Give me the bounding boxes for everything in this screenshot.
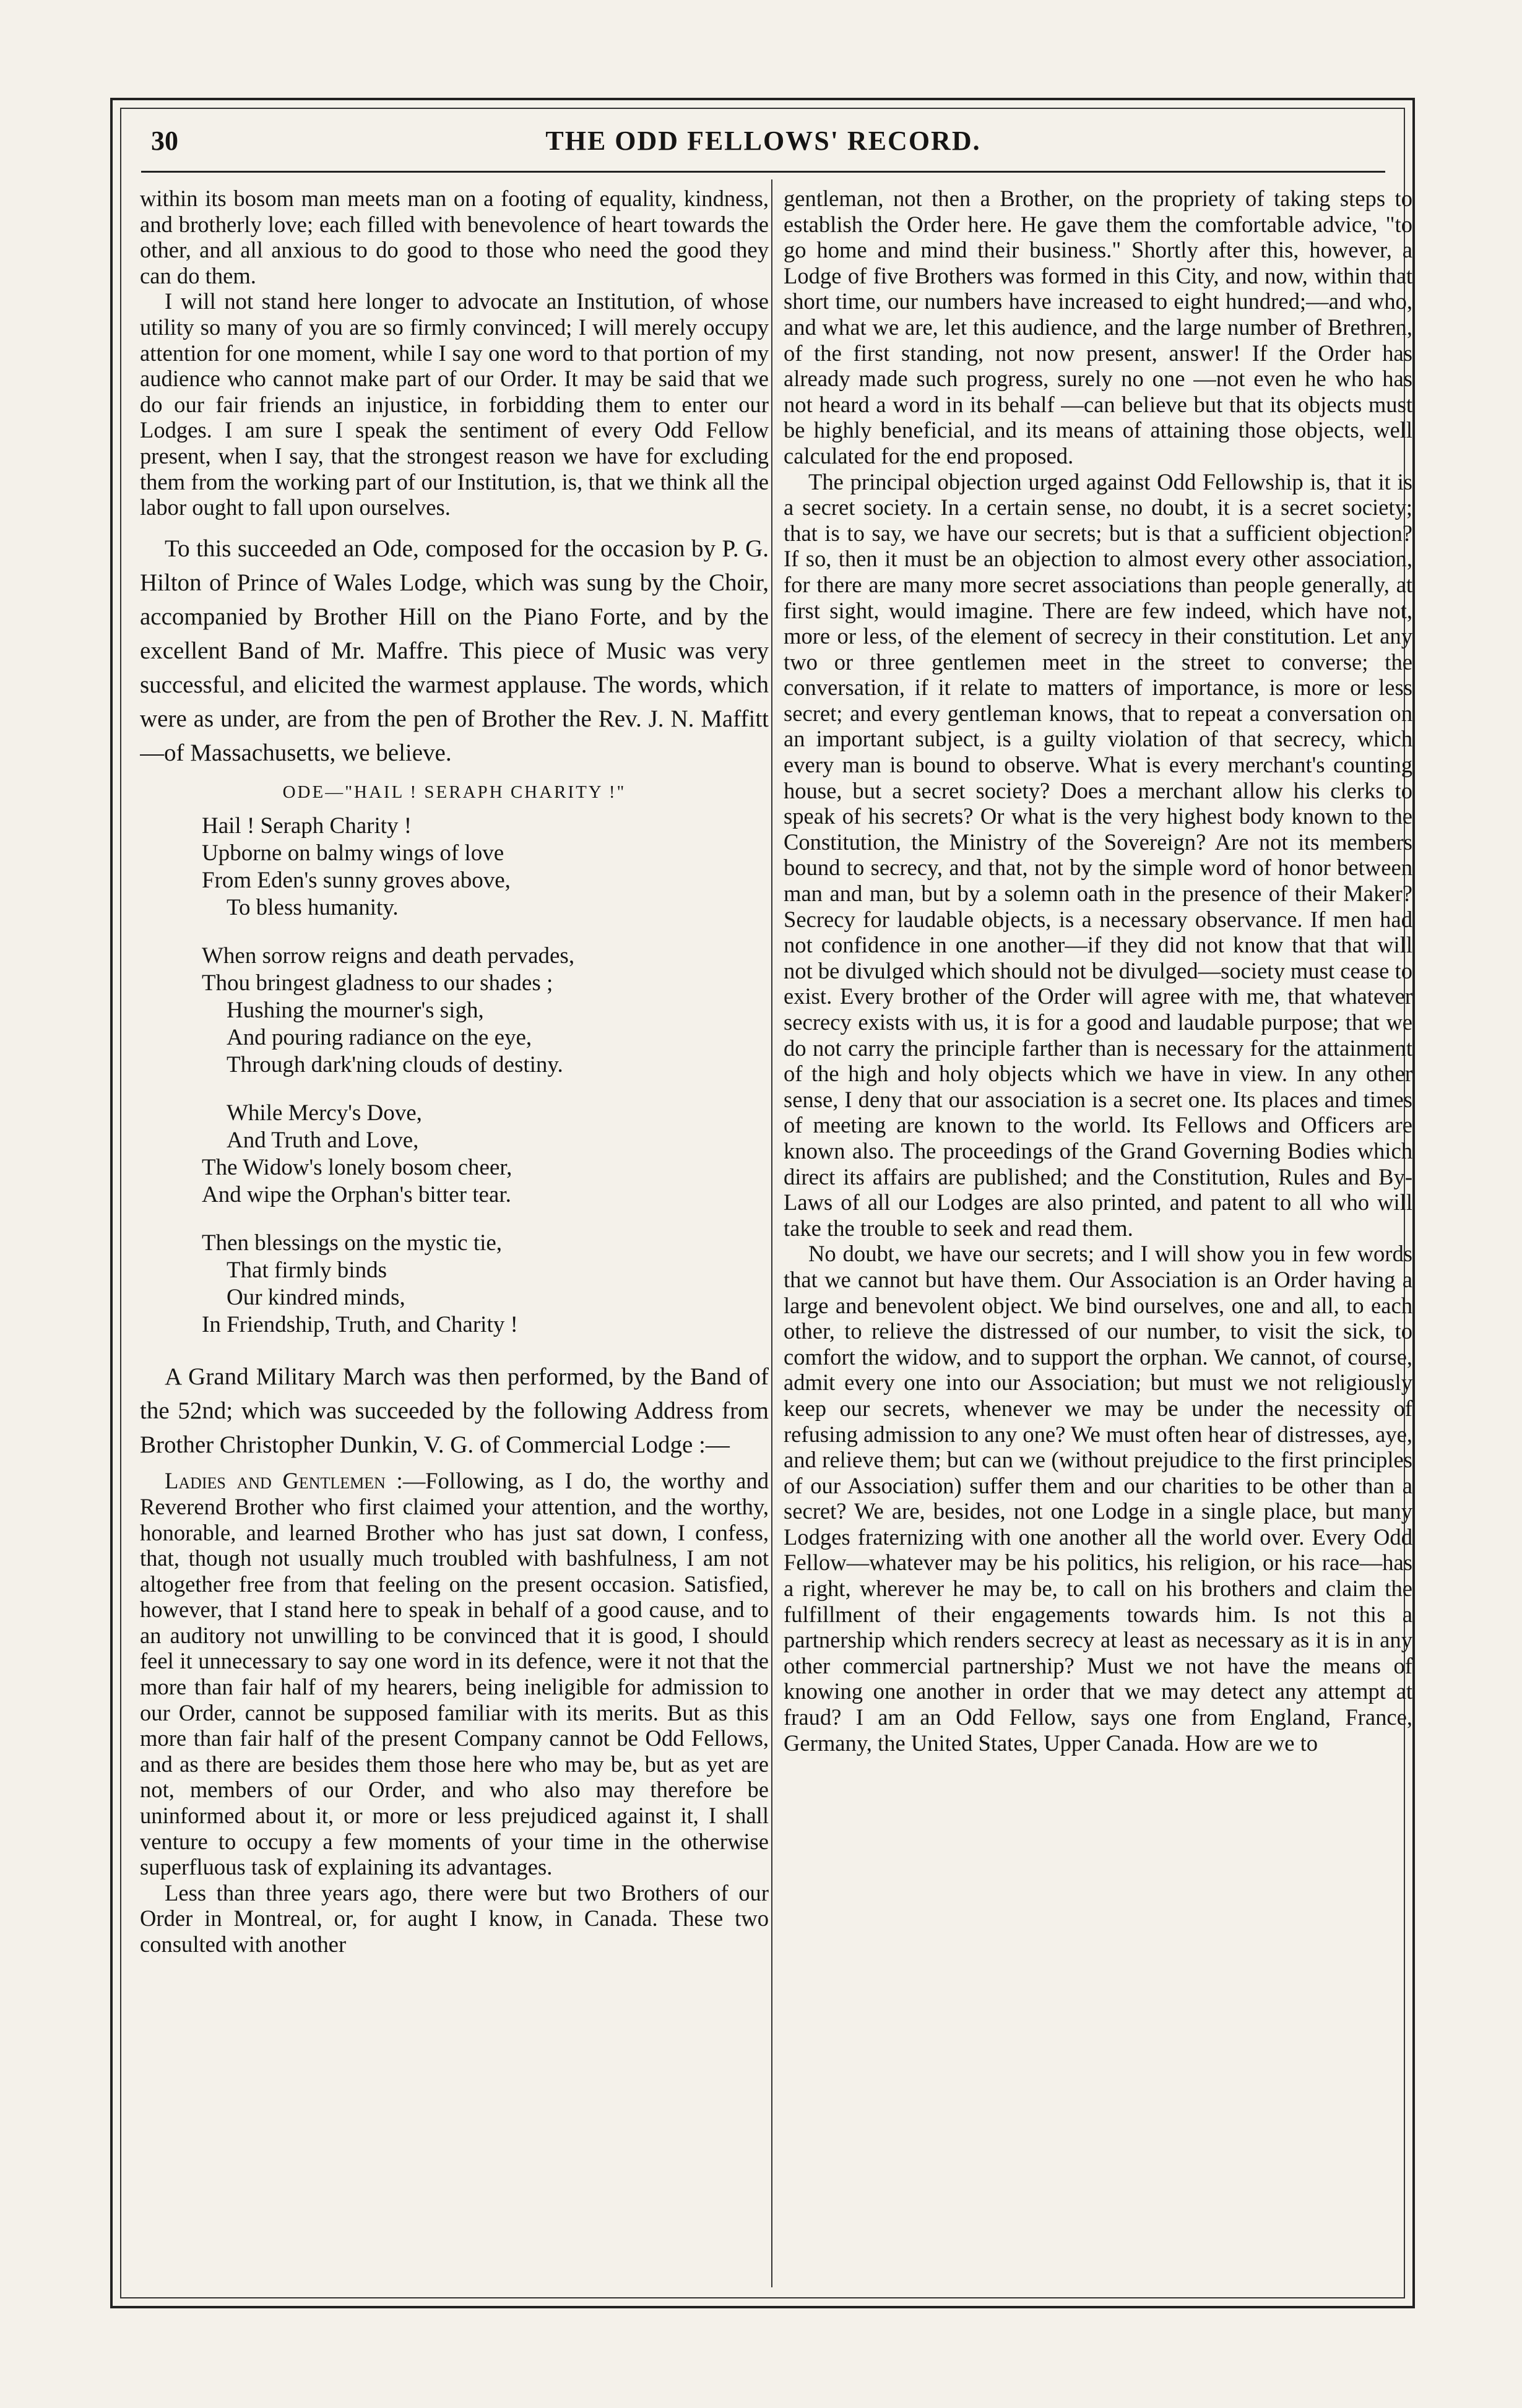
ode-stanza-3 (140, 1100, 769, 1209)
verse-line: While Mercy's Dove, (227, 1100, 422, 1126)
paragraph: The principal objection urged against Odd Fellowship is, that it is a secret society. In a certain sense, no doubt, it is a secret society; that is to say, we have our secrets; but is that a sufficient objection? If so, then it must be an objection to almost every other association, for there are many more secret associations than people generally, at first sight, would imagine. There are few indeed, which have not, more or less, of the element of secrecy in their constitution. Let any two or three gentlemen meet in the street to converse; the conversation, if it relate to matters of importance, is more or less secret; and every gentleman knows, that to repeat a conversation on an important subject, is a guilty violation of that secrecy, which every man is bound to observe. What is every merchant's counting house, but a secret society? Does a merchant allow his clerks to speak of his secrets? Or what is the very highest body known to the Constitution, the Ministry of the Sovereign? Are not its members bound to secrecy, and that, not by the simple word of honor between man and man, but by a solemn oath in the presence of their Maker? Secrecy for laudable objects, is a necessary observance. If men had not confidence in one another—if they did not know that that will not be divulged which should not be divulged—society must cease to exist. Every brother of the Order will agree with me, that whatever secrecy exists with us, it is for a good and laudable purpose; that we do not carry the principle farther than is necessary for the attainment of the high and holy objects which we have in view. In any other sense, I deny that our association is a secret one. Its places and times of meeting are known to the world. Its Fellows and Officers are known also. The proceedings of the Grand Governing Bodies which direct its affairs are published; and the Constitution, Rules and By-Laws of all our Lodges are also printed, and patent to all who will take the trouble to seek and read them. (784, 468, 1412, 1241)
column-divider (771, 179, 772, 2287)
header-rule (141, 171, 1385, 173)
paragraph: No doubt, we have our secrets; and I will show you in few words that we cannot but have them. Our Association is an Order having a large and benevolent object. We bind ourselves, one and all, to each other, to relieve the distressed of our number, to visit the sick, to comfort the widow, and to support the orphan. We cannot, of course, admit every one into our Association; but must we not religiously keep our secrets, whenever we may be under the necessity of refusing admission to any one? We must often hear of distresses, aye, and relieve them; but can we (without prejudice to the first principles of our Association) suffer them and our charities to be other than a secret? We are, besides, not one Lodge in a single place, but many Lodges fraternizing with one another all the world over. Every Odd Fellow—whatever may be his politics, his religion, or his race—has a right, wherever he may be, to call on his brothers and claim the fulfillment of their engagements towards him. Is not this a partnership which renders secrecy at least as necessary as it is in any other commercial partnership? Must we not have the means of knowing one another in order that we may detect any attempt at fraud? I am an Odd Fellow, says one from England, France, Germany, the United States, Upper Canada. How are we to (784, 1241, 1412, 1756)
verse-line: Upborne on balmy wings of love (202, 840, 504, 866)
verse-line: Thou bringest gladness to our shades ; (202, 970, 553, 996)
address-text: :—Following, as I do, the worthy and Reverend Brother who first claimed your attention, and the worthy, honorable, and learned Brother who has just sat down, I confess, that, though not usually much troubled with bashfulness, I am not altogether free from that feeling on the present occasion. Satisfied, however, that I stand here to speak in behalf of a good cause, and to an auditory not unwilling to be convinced that it is good, I should feel it unnecessary to say one word in its defence, were it not that the more than fair half of my hearers, being ineligible for admission to our Order, cannot be supposed familiar with its merits. But as this more than fair half of the present Company cannot be Odd Fellows, and as there are besides them those here who may be, but as yet are not, members of our Order, and who also may therefore be uninformed about it, or more or less prejudiced against it, I shall venture to occupy a few moments of your time in the otherwise superfluous task of explaining its advantages. (140, 1468, 769, 1880)
verse-line: Hail ! Seraph Charity ! (202, 813, 412, 839)
page-number: 30 (151, 126, 178, 156)
verse-line: That firmly binds (227, 1258, 387, 1284)
ode-stanza-4 (140, 1230, 769, 1339)
paragraph: gentleman, not then a Brother, on the propriety of taking steps to establish the Order here. He gave them the comfortable advice, "to go home and mind their business." Shortly after this, however, a Lodge of five Brothers was formed in this City, and now, within that short time, our numbers have increased to eight hundred;—and who, and what we are, let this audience, and the large number of Brethren, of the first standing, not now present, answer! If the Order has already made such progress, surely no one —not even he who has not heard a word in its behalf —can believe but that its objects must be highly beneficial, and its means of attaining those objects, well calculated for the end proposed. (784, 186, 1412, 468)
address-introduction: A Grand Military March was then performed, by the Band of the 52nd; which was succeeded by the following Address from Brother Christopher Dunkin, V. G. of Commercial Lodge :— (140, 1363, 769, 1459)
verse-line: From Eden's sunny groves above, (202, 868, 511, 894)
ode-stanza-1 (140, 813, 769, 921)
verse-line: Through dark'ning clouds of destiny. (227, 1052, 563, 1078)
verse-line: Then blessings on the mystic tie, (202, 1230, 503, 1256)
right-column (784, 186, 1412, 2290)
running-header (141, 121, 1385, 165)
left-column (140, 186, 769, 2290)
verse-line: Hushing the mourner's sigh, (227, 998, 484, 1024)
verse-line: Our kindred minds, (227, 1285, 405, 1311)
running-title: THE ODD FELLOWS' RECORD. (545, 126, 981, 156)
verse-line: In Friendship, Truth, and Charity ! (202, 1312, 518, 1338)
paragraph: within its bosom man meets man on a footing of equality, kindness, and brotherly love; each filled with benevolence of heart towards the other, and all anxious to do good to those who need the good they can do them. (140, 186, 769, 288)
ode-stanza-2 (140, 943, 769, 1079)
verse-line: To bless humanity. (227, 895, 399, 921)
verse-line: And Truth and Love, (227, 1128, 419, 1154)
address-paragraph (140, 1468, 769, 1880)
paragraph: I will not stand here longer to advocate an Institution, of whose utility so many of you are so firmly convinced; I will merely occupy attention for one moment, while I say one word to that portion of my audience who cannot make part of our Order. It may be said that we do our fair friends an injustice, in forbidding them to enter our Lodges. I am sure I speak the sentiment of every Odd Fellow present, when I say, that the strongest reason we have for excluding them from the working part of our Institution, is, that we think all the labor ought to fall upon ourselves. (140, 288, 769, 520)
salutation: Ladies and Gentlemen (165, 1468, 386, 1494)
paragraph: Less than three years ago, there were but two Brothers of our Order in Montreal, or, for aught I know, in Canada. These two consulted with another (140, 1879, 769, 1957)
verse-line: The Widow's lonely bosom cheer, (202, 1155, 512, 1181)
verse-line: When sorrow reigns and death pervades, (202, 943, 575, 969)
ode-title: ODE—"HAIL ! SERAPH CHARITY !" (282, 782, 626, 802)
verse-line: And pouring radiance on the eye, (227, 1025, 532, 1051)
ode-introduction: To this succeeded an Ode, composed for the occasion by P. G. Hilton of Prince of Wales Lodge, which was sung by the Choir, accompanied by Brother Hill on the Piano Forte, and by the excellent Band of Mr. Maffre. This piece of Music was very successful, and elicited the warmest applause. The words, which were as under, are from the pen of Brother the Rev. J. N. Maffitt—of Massachusetts, we believe. (140, 535, 769, 766)
verse-line: And wipe the Orphan's bitter tear. (202, 1182, 511, 1208)
